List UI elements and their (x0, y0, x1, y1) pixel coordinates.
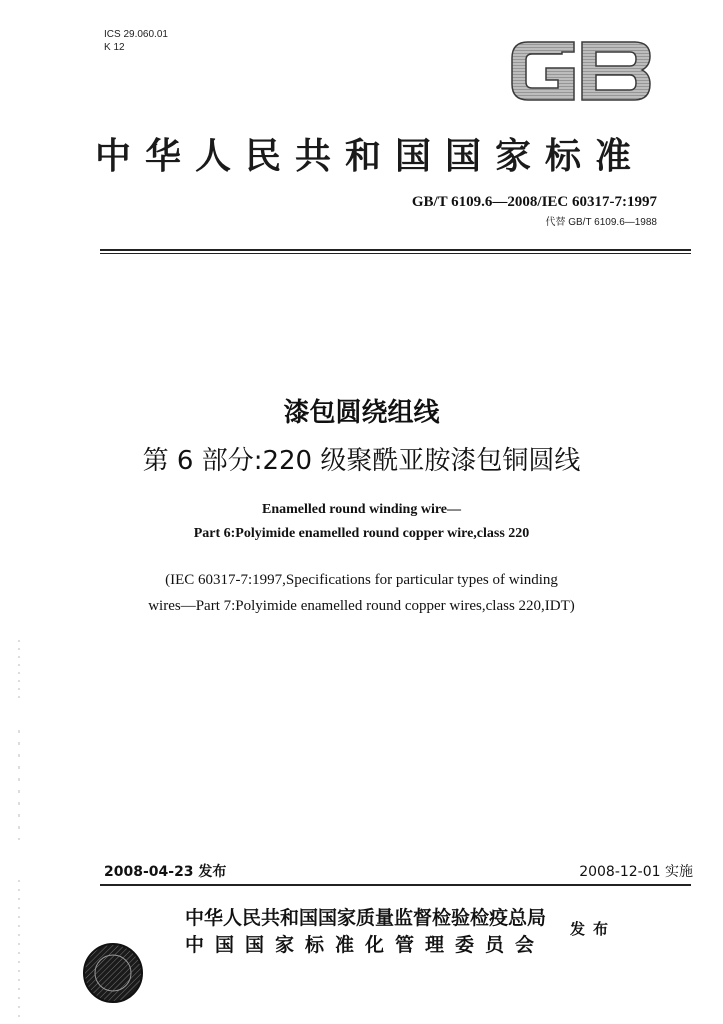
scan-margin-marks (16, 640, 22, 1020)
header-rule-thick (100, 249, 691, 251)
iec-reference-line1: (IEC 60317-7:1997,Specifications for particular types of winding (165, 572, 558, 588)
header-rule-thin (100, 253, 691, 254)
title-zh-line2: 第 6 部分:220 级聚酰亚胺漆包铜圆线 (142, 446, 581, 476)
seal-icon (82, 942, 144, 1004)
issuer-line2: 中国国家标准化管理委员会 (185, 934, 546, 956)
iec-reference-line2: wires—Part 7:Polyimide enamelled round copper wires,class 220,IDT) (148, 598, 575, 614)
standard-code: GB/T 6109.6—2008/IEC 60317-7:1997 (411, 194, 657, 210)
replaces-note: 代替 GB/T 6109.6—1988 (545, 217, 657, 228)
footer-rule (100, 884, 691, 886)
issue-date: 2008-04-23 发布 (104, 864, 227, 880)
ics-classification (104, 28, 168, 54)
title-en-line2: Part 6:Polyimide enamelled round copper wire,class 220 (193, 526, 530, 541)
org-title: 中华人民共和国国家标准 (95, 135, 646, 177)
gb-logo (508, 38, 654, 104)
ics-code: ICS 29.060.01 (104, 29, 168, 40)
implementation-date: 2008-12-01 实施 (579, 864, 693, 880)
class-code: K 12 (104, 42, 125, 53)
issuer-line1: 中华人民共和国国家质量监督检验检疫总局 (185, 907, 547, 929)
publish-label: 发布 (570, 920, 617, 938)
title-zh-line1: 漆包圆绕组线 (283, 398, 440, 428)
title-en-line1: Enamelled round winding wire— (261, 502, 462, 517)
